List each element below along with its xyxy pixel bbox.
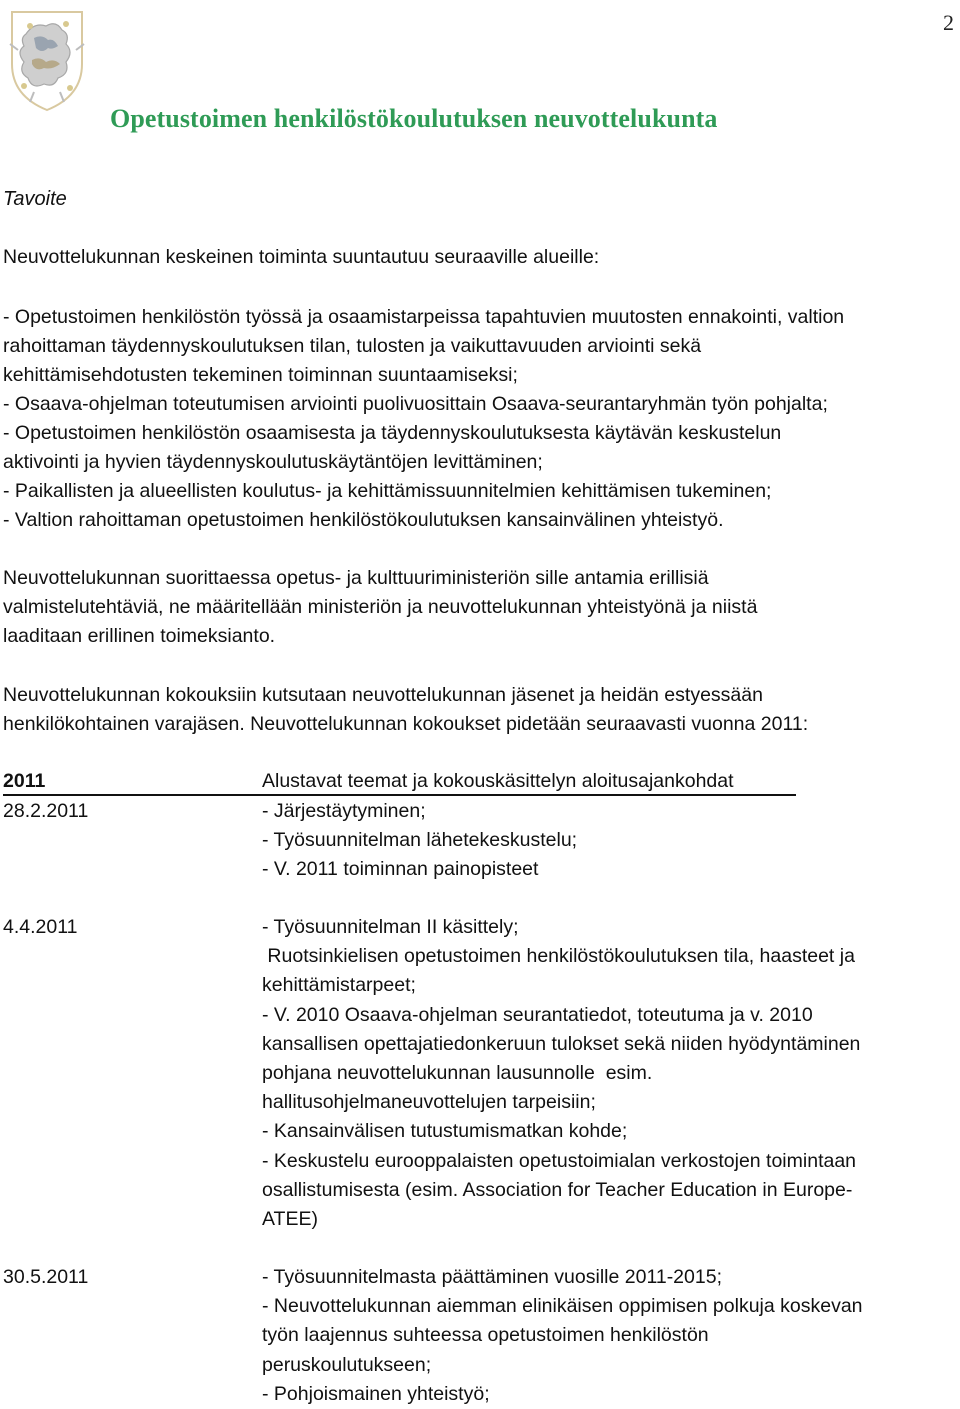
- meeting-date: 4.4.2011: [3, 916, 78, 938]
- schedule-header-underline: [3, 794, 796, 796]
- meeting-item: Ruotsinkielisen opetustoimen henkilöstökoulutuksen tila, haasteet ja: [262, 945, 855, 968]
- section-label: Tavoite: [3, 188, 67, 210]
- goal-line: - Paikallisten ja alueellisten koulutus- ja kehittämissuunnitelmien kehittämisen tukeminen;: [3, 480, 772, 502]
- meeting-item: - Järjestäytyminen;: [262, 800, 426, 822]
- goal-line: aktivointi ja hyvien täydennyskoulutuskäytäntöjen levittäminen;: [3, 451, 543, 473]
- schedule-title-header: Alustavat teemat ja kokouskäsittelyn aloitusajankohdat: [262, 770, 734, 792]
- paragraph-assignments: [3, 564, 757, 651]
- meeting-item: kehittämistarpeet;: [262, 974, 416, 997]
- goal-line: - Osaava-ohjelman toteutumisen arviointi puolivuosittain Osaava-seurantaryhmän työn pohjalta;: [3, 393, 828, 415]
- schedule-year-header: 2011: [3, 770, 46, 792]
- meeting-items: [262, 1263, 863, 1409]
- meeting-item: - Pohjoismainen yhteistyö;: [262, 1382, 490, 1405]
- meeting-item: kansallisen opettajatiedonkeruun tulokset sekä niiden hyödyntäminen: [262, 1032, 861, 1055]
- meeting-item: työn laajennus suhteessa opetustoimen henkilöstön: [262, 1324, 709, 1347]
- meeting-item: ATEE): [262, 1208, 318, 1231]
- goal-line: - Opetustoimen henkilöstön osaamisesta ja täydennyskoulutuksesta käytävän keskustelun: [3, 422, 782, 444]
- meeting-item: - Työsuunnitelman II käsittely;: [262, 916, 519, 938]
- coat-of-arms-icon: [4, 4, 90, 114]
- meeting-item: - Keskustelu eurooppalaisten opetustoimialan verkostojen toimintaan: [262, 1149, 857, 1172]
- meeting-date: 28.2.2011: [3, 800, 89, 822]
- meeting-items: [262, 797, 577, 885]
- goal-line: - Opetustoimen henkilöstön työssä ja osaamistarpeissa tapahtuvien muutosten ennakointi, valtion: [3, 306, 845, 328]
- meeting-item: - Kansainvälisen tutustumismatkan kohde;: [262, 1120, 628, 1143]
- meeting-item: osallistumisesta (esim. Association for Teacher Education in Europe-: [262, 1178, 853, 1201]
- meeting-item: - Työsuunnitelmasta päättäminen vuosille 2011-2015;: [262, 1266, 722, 1288]
- goal-line: kehittämisehdotusten tekeminen toiminnan suuntaamiseksi;: [3, 364, 518, 386]
- paragraph-line: Neuvottelukunnan suorittaessa opetus- ja kulttuuriministeriön sille antamia erillisiä: [3, 567, 709, 589]
- meeting-item: - V. 2010 Osaava-ohjelman seurantatiedot, toteutuma ja v. 2010: [262, 1003, 813, 1026]
- goal-line: - Valtion rahoittaman opetustoimen henkilöstökoulutuksen kansainvälinen yhteistyö.: [3, 509, 724, 531]
- meeting-date: 30.5.2011: [3, 1266, 89, 1288]
- goals-list: [3, 303, 844, 535]
- paragraph-line: laaditaan erillinen toimeksianto.: [3, 625, 276, 647]
- paragraph-line: henkilökohtainen varajäsen. Neuvottelukunnan kokoukset pidetään seuraavasti vuonna 2011:: [3, 713, 809, 735]
- meeting-item: - V. 2011 toiminnan painopisteet: [262, 858, 539, 881]
- page-number: 2: [943, 10, 954, 35]
- meeting-item: - Neuvottelukunnan aiemman elinikäisen oppimisen polkuja koskevan: [262, 1295, 863, 1318]
- meeting-item: peruskoulutukseen;: [262, 1353, 432, 1376]
- document-title: Opetustoimen henkilöstökoulutuksen neuvottelukunta: [110, 104, 718, 133]
- paragraph-line: valmistelutehtäviä, ne määritellään ministeriön ja neuvottelukunnan yhteistyönä ja niistä: [3, 596, 758, 618]
- goal-line: rahoittaman täydennyskoulutuksen tilan, tulosten ja vaikuttavuuden arviointi sekä: [3, 335, 702, 357]
- meeting-item: pohjana neuvottelukunnan lausunnolle esim.: [262, 1062, 653, 1085]
- paragraph-meetings: [3, 681, 808, 739]
- meeting-items: [262, 913, 860, 1234]
- meeting-item: - Työsuunnitelman lähetekeskustelu;: [262, 829, 578, 852]
- paragraph-line: Neuvottelukunnan kokouksiin kutsutaan neuvottelukunnan jäsenet ja heidän estyessään: [3, 684, 763, 706]
- meeting-item: hallitusohjelmaneuvottelujen tarpeisiin;: [262, 1091, 596, 1114]
- intro-text: Neuvottelukunnan keskeinen toiminta suuntautuu seuraaville alueille:: [3, 246, 600, 268]
